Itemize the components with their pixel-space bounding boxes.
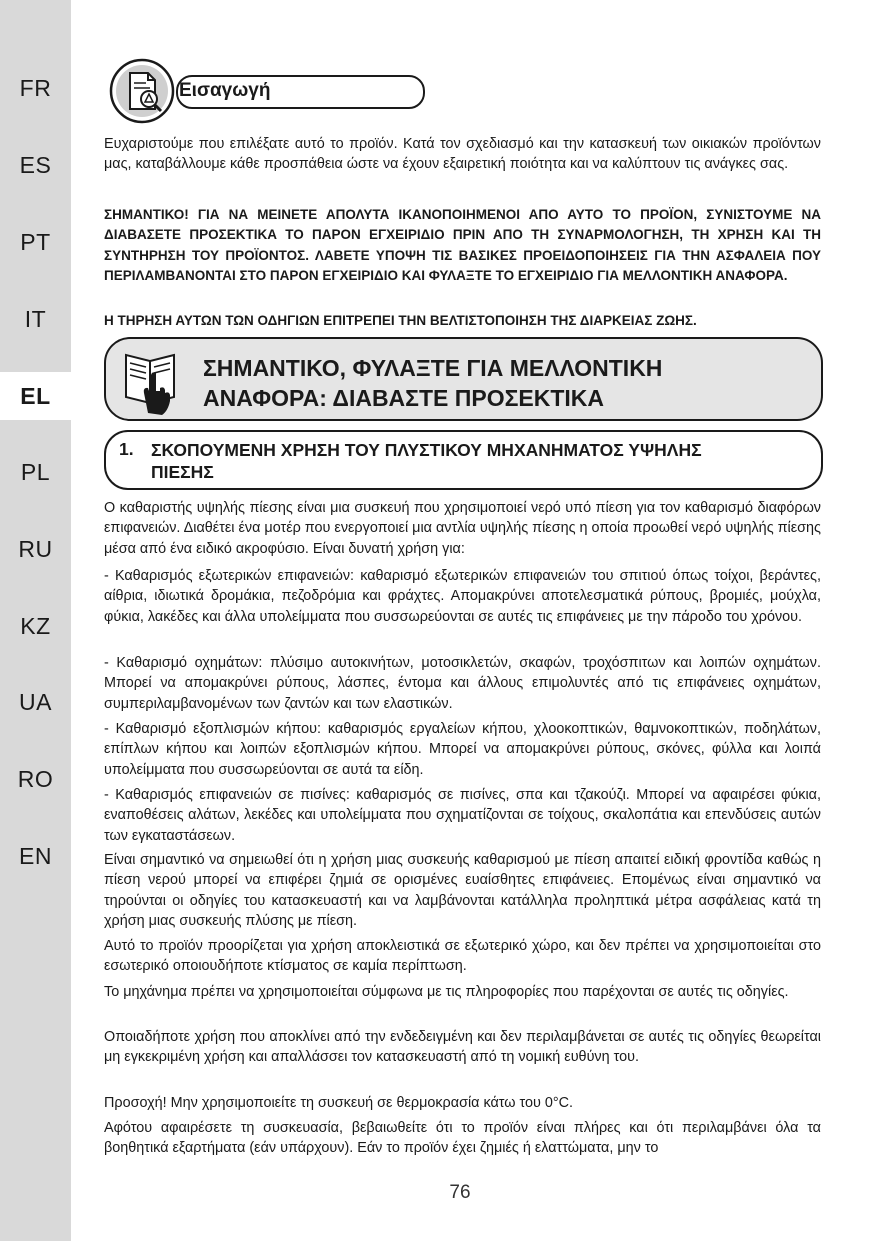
important-banner [104, 337, 823, 421]
body-paragraph: Το μηχάνημα πρέπει να χρησιμοποιείται σύμφωνα με τις πληροφορίες που παρέχονται σε αυτές τις οδηγίες. [104, 984, 789, 1000]
lang-tab-en[interactable]: EN [19, 842, 52, 869]
document-warning-icon [108, 57, 176, 125]
body-paragraph: Είναι σημαντικό να σημειωθεί ότι η χρήση μιας συσκευής καθαρισμού με πίεση απαιτεί ειδική φροντίδα καθώς η πίεση νερού μπορεί να επιφέρει ζημιά σε ορισμένες ευαίσθητες επιφάνειες. Επομένως είναι σημαντικό να τηρούνται οι οδηγίες του κατασκευαστή και να λαμβάνονται κατάλληλα προληπτικά μέτρα ασφάλειας κατά τη χρήση μιας συσκευής πλύσης με πίεση. [104, 852, 821, 929]
banner-line-1: ΣΗΜΑΝΤΙΚΟ, ΦΥΛΑΞΤΕ ΓΙΑ ΜΕΛΛΟΝΤΙΚΗ [203, 355, 663, 381]
section-number: 1. [119, 439, 134, 459]
banner-line-2: ΑΝΑΦΟΡΑ: ΔΙΑΒΑΣΤΕ ΠΡΟΣΕΚΤΙΚΑ [203, 385, 605, 411]
lifetime-notice: Η ΤΗΡΗΣΗ ΑΥΤΩΝ ΤΩΝ ΟΔΗΓΙΩΝ ΕΠΙΤΡΕΠΕΙ ΤΗΝ ΒΕΛΤΙΣΤΟΠΟΙΗΣΗ ΤΗΣ ΔΙΑΡΚΕΙΑΣ ΖΩΗΣ. [104, 313, 697, 328]
section-title [151, 439, 801, 483]
lang-tab-ru[interactable]: RU [18, 535, 53, 562]
lang-tab-kz[interactable]: KZ [20, 612, 51, 639]
body-paragraph: Αυτό το προϊόν προορίζεται για χρήση αποκλειστικά σε εξωτερικό χώρο, και δεν πρέπει να χρησιμοποιείται στο εσωτερικό οποιουδήποτε κτίσματος σε καμία περίπτωση. [104, 938, 821, 975]
body-paragraph: Οποιαδήποτε χρήση που αποκλίνει από την ενδεδειγμένη και δεν περιλαμβάνεται σε αυτές τις οδηγίες θεωρείται μη εγκεκριμένη χρήση και απαλλάσσει τον κατασκευαστή από τη νομική ευθύνη του. [104, 1029, 821, 1066]
body-paragraph: - Καθαρισμός εξωτερικών επιφανειών: καθαρισμό εξωτερικών επιφανειών του σπιτιού όπως τοίχοι, βεράντες, αίθρια, ιδιωτικά δρομάκια, πεζοδρόμια και φράχτες. Απομακρύνει αποτελεσματικά ρύπους, βρομιές, μούχλα, φύκια, λακέδες και άλλα υπολείμματα που συσσωρεύονται σε αυτές τις επιφάνειες με την πάροδο του χρόνου. [104, 568, 821, 625]
section-title-line-2: ΠΙΕΣΗΣ [151, 462, 214, 482]
banner-title [203, 353, 763, 413]
intro-title: Εισαγωγή [179, 80, 271, 101]
body-paragraph: - Καθαρισμό εξοπλισμών κήπου: καθαρισμός εργαλείων κήπου, χλοοκοπτικών, θαμνοκοπτικών, ποδηλάτων, επίπλων κήπου και λοιπών εξοπλισμών κήπου. Μπορεί να απομακρύνει ρύπους, σκόνες, φύλλα και λοιπά υπολείμματα που συσσωρεύονται σε αυτά τα είδη. [104, 721, 821, 778]
lang-tab-ro[interactable]: RO [17, 765, 54, 792]
read-manual-icon [118, 341, 186, 417]
important-notice: ΣΗΜΑΝΤΙΚΟ! ΓΙΑ ΝΑ ΜΕΙΝΕΤΕ ΑΠΟΛΥΤΑ ΙΚΑΝΟΠΟΙΗΜΕΝΟΙ ΑΠΟ ΑΥΤΟ ΤΟ ΠΡΟΪΟΝ, ΣΥΝΙΣΤΟΥΜΕ ΝΑ ΔΙΑΒΑΣΕΤΕ ΠΡΟΣΕΚΤΙΚΑ ΤΟ ΠΑΡΟΝ ΕΓΧΕΙΡΙΔΙΟ ΠΡΙΝ ΑΠΟ ΤΗ ΣΥΝΑΡΜΟΛΟΓΗΣΗ, ΤΗ ΧΡΗΣΗ ΚΑΙ ΤΗ ΣΥΝΤΗΡΗΣΗ ΤΟΥ ΠΡΟΪΟΝΤΟΣ. ΛΑΒΕΤΕ ΥΠΟΨΗ ΤΙΣ ΒΑΣΙΚΕΣ ΠΡΟΕΙΔΟΠΟΙΗΣΕΙΣ ΓΙΑ ΤΗΝ ΑΣΦΑΛΕΙΑ ΠΟΥ ΠΕΡΙΛΑΜΒΑΝΟΝΤΑΙ ΣΤΟ ΠΑΡΟΝ ΕΓΧΕΙΡΙΔΙΟ ΚΑΙ ΦΥΛΑΞΤΕ ΤΟ ΕΓΧΕΙΡΙΔΙΟ ΓΙΑ ΜΕΛΛΟΝΤΙΚΗ ΑΝΑΦΟΡΑ. [104, 207, 821, 283]
lang-tab-el[interactable]: EL [0, 372, 71, 420]
section-title-line-1: ΣΚΟΠΟΥΜΕΝΗ ΧΡΗΣΗ ΤΟΥ ΠΛΥΣΤΙΚΟΥ ΜΗΧΑΝΗΜΑΤΟΣ ΥΨΗΛΗΣ [151, 440, 702, 460]
lang-tab-es[interactable]: ES [19, 151, 52, 178]
lang-tab-pt[interactable]: PT [20, 228, 51, 255]
lang-tab-fr[interactable]: FR [19, 74, 52, 101]
body-paragraph: Αφότου αφαιρέσετε τη συσκευασία, βεβαιωθείτε ότι το προϊόν είναι πλήρες και ότι περιλαμβάνει όλα τα βοηθητικά εξαρτήματα (εάν υπάρχουν). Εάν το προϊόν έχει ζημιές ή ελαττώματα, μην το [104, 1120, 821, 1157]
body-paragraph: - Καθαρισμός επιφανειών σε πισίνες: καθαρισμός σε πισίνες, σπα και τζακούζι. Μπορεί να αφαιρέσει φύκια, εναποθέσεις αλάτων, λεκέδες και υπολείμματα που σχηματίζονται σε τοίχους, σκαλοπάτια και επενδύσεις αυτών των εγκαταστάσεων. [104, 787, 821, 844]
intro-paragraph: Ευχαριστούμε που επιλέξατε αυτό το προϊόν. Κατά τον σχεδιασμό και την κατασκευή των οικιακών προϊόντων μας, καταβάλλουμε κάθε προσπάθεια ώστε να έχουν εξαιρετική ποιότητα και να καλύπτουν τις ανάγκες σας. [104, 136, 821, 173]
body-paragraph: - Καθαρισμό οχημάτων: πλύσιμο αυτοκινήτων, μοτοσικλετών, σκαφών, τροχόσπιτων και λοιπών οχημάτων. Μπορεί να απομακρύνει ρύπους, λάσπες, έντομα και άλλους επιμολυντές από τις επιφάνειες οχημάτων, συμπεριλαμβανομένων των ζαντών και των ελαστικών. [104, 655, 821, 712]
body-paragraph: Προσοχή! Μην χρησιμοποιείτε τη συσκευή σε θερμοκρασία κάτω του 0°C. [104, 1095, 574, 1111]
lang-tab-it[interactable]: IT [24, 305, 47, 332]
page-number: 76 [449, 1182, 471, 1203]
language-sidebar [0, 0, 71, 1241]
section-1-heading [104, 430, 823, 490]
body-paragraph: Ο καθαριστής υψηλής πίεσης είναι μια συσκευή που χρησιμοποιεί νερό υπό πίεση για τον καθαρισμό διαφόρων επιφανειών. Διαθέτει ένα μοτέρ που ενεργοποιεί μια αντλία υψηλής πίεσης η οποία προωθεί νερό υψηλής πίεσης μέσα από ένα ειδικό ακροφύσιο. Είναι δυνατή χρήση για: [104, 500, 821, 557]
lang-tab-pl[interactable]: PL [20, 458, 51, 485]
lang-tab-ua[interactable]: UA [19, 688, 52, 715]
